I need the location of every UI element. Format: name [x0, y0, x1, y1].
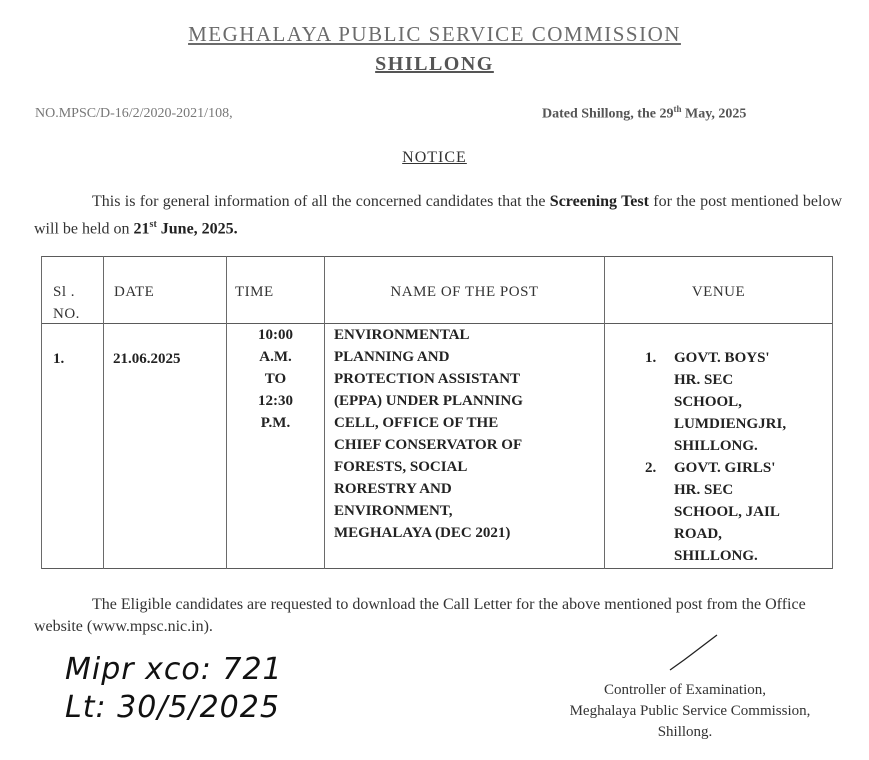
venue-1-number: 1.	[645, 350, 657, 366]
post-line: (EPPA) UNDER PLANNING	[334, 393, 523, 409]
row-sl: 1.	[53, 351, 65, 367]
post-line: PLANNING AND	[334, 349, 450, 365]
header-sl-line2: NO.	[53, 306, 80, 322]
venue-line: HR. SEC	[674, 372, 734, 388]
intro-part1: This is for general information of all the concerned candidates that the	[92, 193, 550, 210]
intro-bold1: Screening Test	[549, 193, 649, 210]
venue-2-number: 2.	[645, 460, 657, 476]
header-venue: VENUE	[691, 284, 746, 300]
intro-sup: st	[149, 219, 157, 230]
venue-line: SCHOOL,	[674, 394, 742, 410]
intro-bold3: June, 2025.	[156, 220, 238, 238]
post-line: CELL, OFFICE OF THE	[334, 415, 499, 431]
row-date: 21.06.2025	[113, 351, 181, 367]
venue-line: SHILLONG.	[674, 438, 758, 454]
handwritten-note-line1: Mipr xco: 721	[65, 652, 283, 687]
table-border-right	[832, 256, 833, 569]
dated-prefix: Dated Shillong, the 29	[542, 106, 674, 122]
intro-part2: for the post mentioned below will be held on	[34, 193, 843, 238]
time-line: A.M.	[259, 349, 292, 365]
signature-organization: Meghalaya Public Service Commission,	[569, 703, 811, 719]
dated-line	[542, 104, 746, 123]
closing-paragraph: The Eligible candidates are requested to download the Call Letter for the above mentioned post from the Office website (www.mpsc.nic.in).	[34, 596, 806, 635]
dated-sup: th	[673, 104, 682, 114]
time-line: P.M.	[260, 415, 291, 431]
row-time	[227, 324, 324, 434]
header-sl	[53, 281, 80, 325]
time-line: TO	[264, 371, 287, 387]
signature-mark	[662, 632, 722, 672]
schedule-table	[41, 256, 833, 569]
notice-intro	[34, 190, 842, 240]
header-time: TIME	[235, 284, 274, 300]
time-line: 12:30	[258, 393, 293, 409]
venue-2	[674, 457, 780, 567]
dated-suffix: May, 2025	[681, 106, 747, 122]
intro-bold2: 21	[133, 220, 150, 238]
venue-line: SHILLONG.	[674, 548, 758, 564]
venue-line: GOVT. BOYS'	[674, 350, 770, 366]
time-line: 10:00	[258, 327, 293, 343]
handwritten-note-line2: Lt: 30/5/2025	[65, 690, 280, 725]
signature-title: Controller of Examination,	[603, 682, 767, 698]
header-post: NAME OF THE POST	[390, 284, 539, 300]
venue-1	[674, 347, 786, 457]
header-city: SHILLONG	[375, 53, 494, 75]
post-line: PROTECTION ASSISTANT	[334, 371, 521, 387]
venue-line: HR. SEC	[674, 482, 734, 498]
signature-city: Shillong.	[657, 724, 713, 740]
row-post	[334, 324, 523, 544]
header-sl-line1: Sl .	[53, 284, 76, 300]
venue-line: LUMDIENGJRI,	[674, 416, 787, 432]
table-border-left	[41, 256, 42, 569]
post-line: RORESTRY AND	[334, 481, 452, 497]
table-border-bottom	[41, 568, 833, 569]
table-border-top	[41, 256, 833, 257]
venue-line: SCHOOL, JAIL	[674, 504, 780, 520]
header-organization: MEGHALAYA PUBLIC SERVICE COMMISSION	[188, 22, 681, 46]
venue-line: ROAD,	[674, 526, 722, 542]
post-line: ENVIRONMENT,	[334, 503, 453, 519]
post-line: ENVIRONMENTAL	[334, 327, 470, 343]
notice-title: NOTICE	[402, 149, 467, 166]
venue-line: GOVT. GIRLS'	[674, 460, 776, 476]
reference-number: NO.MPSC/D-16/2/2020-2021/108,	[35, 106, 233, 121]
table-divider-1	[103, 256, 104, 569]
post-line: CHIEF CONSERVATOR OF	[334, 437, 523, 453]
post-line: FORESTS, SOCIAL	[334, 459, 468, 475]
post-line: MEGHALAYA (DEC 2021)	[334, 525, 511, 541]
header-date: DATE	[114, 284, 155, 300]
